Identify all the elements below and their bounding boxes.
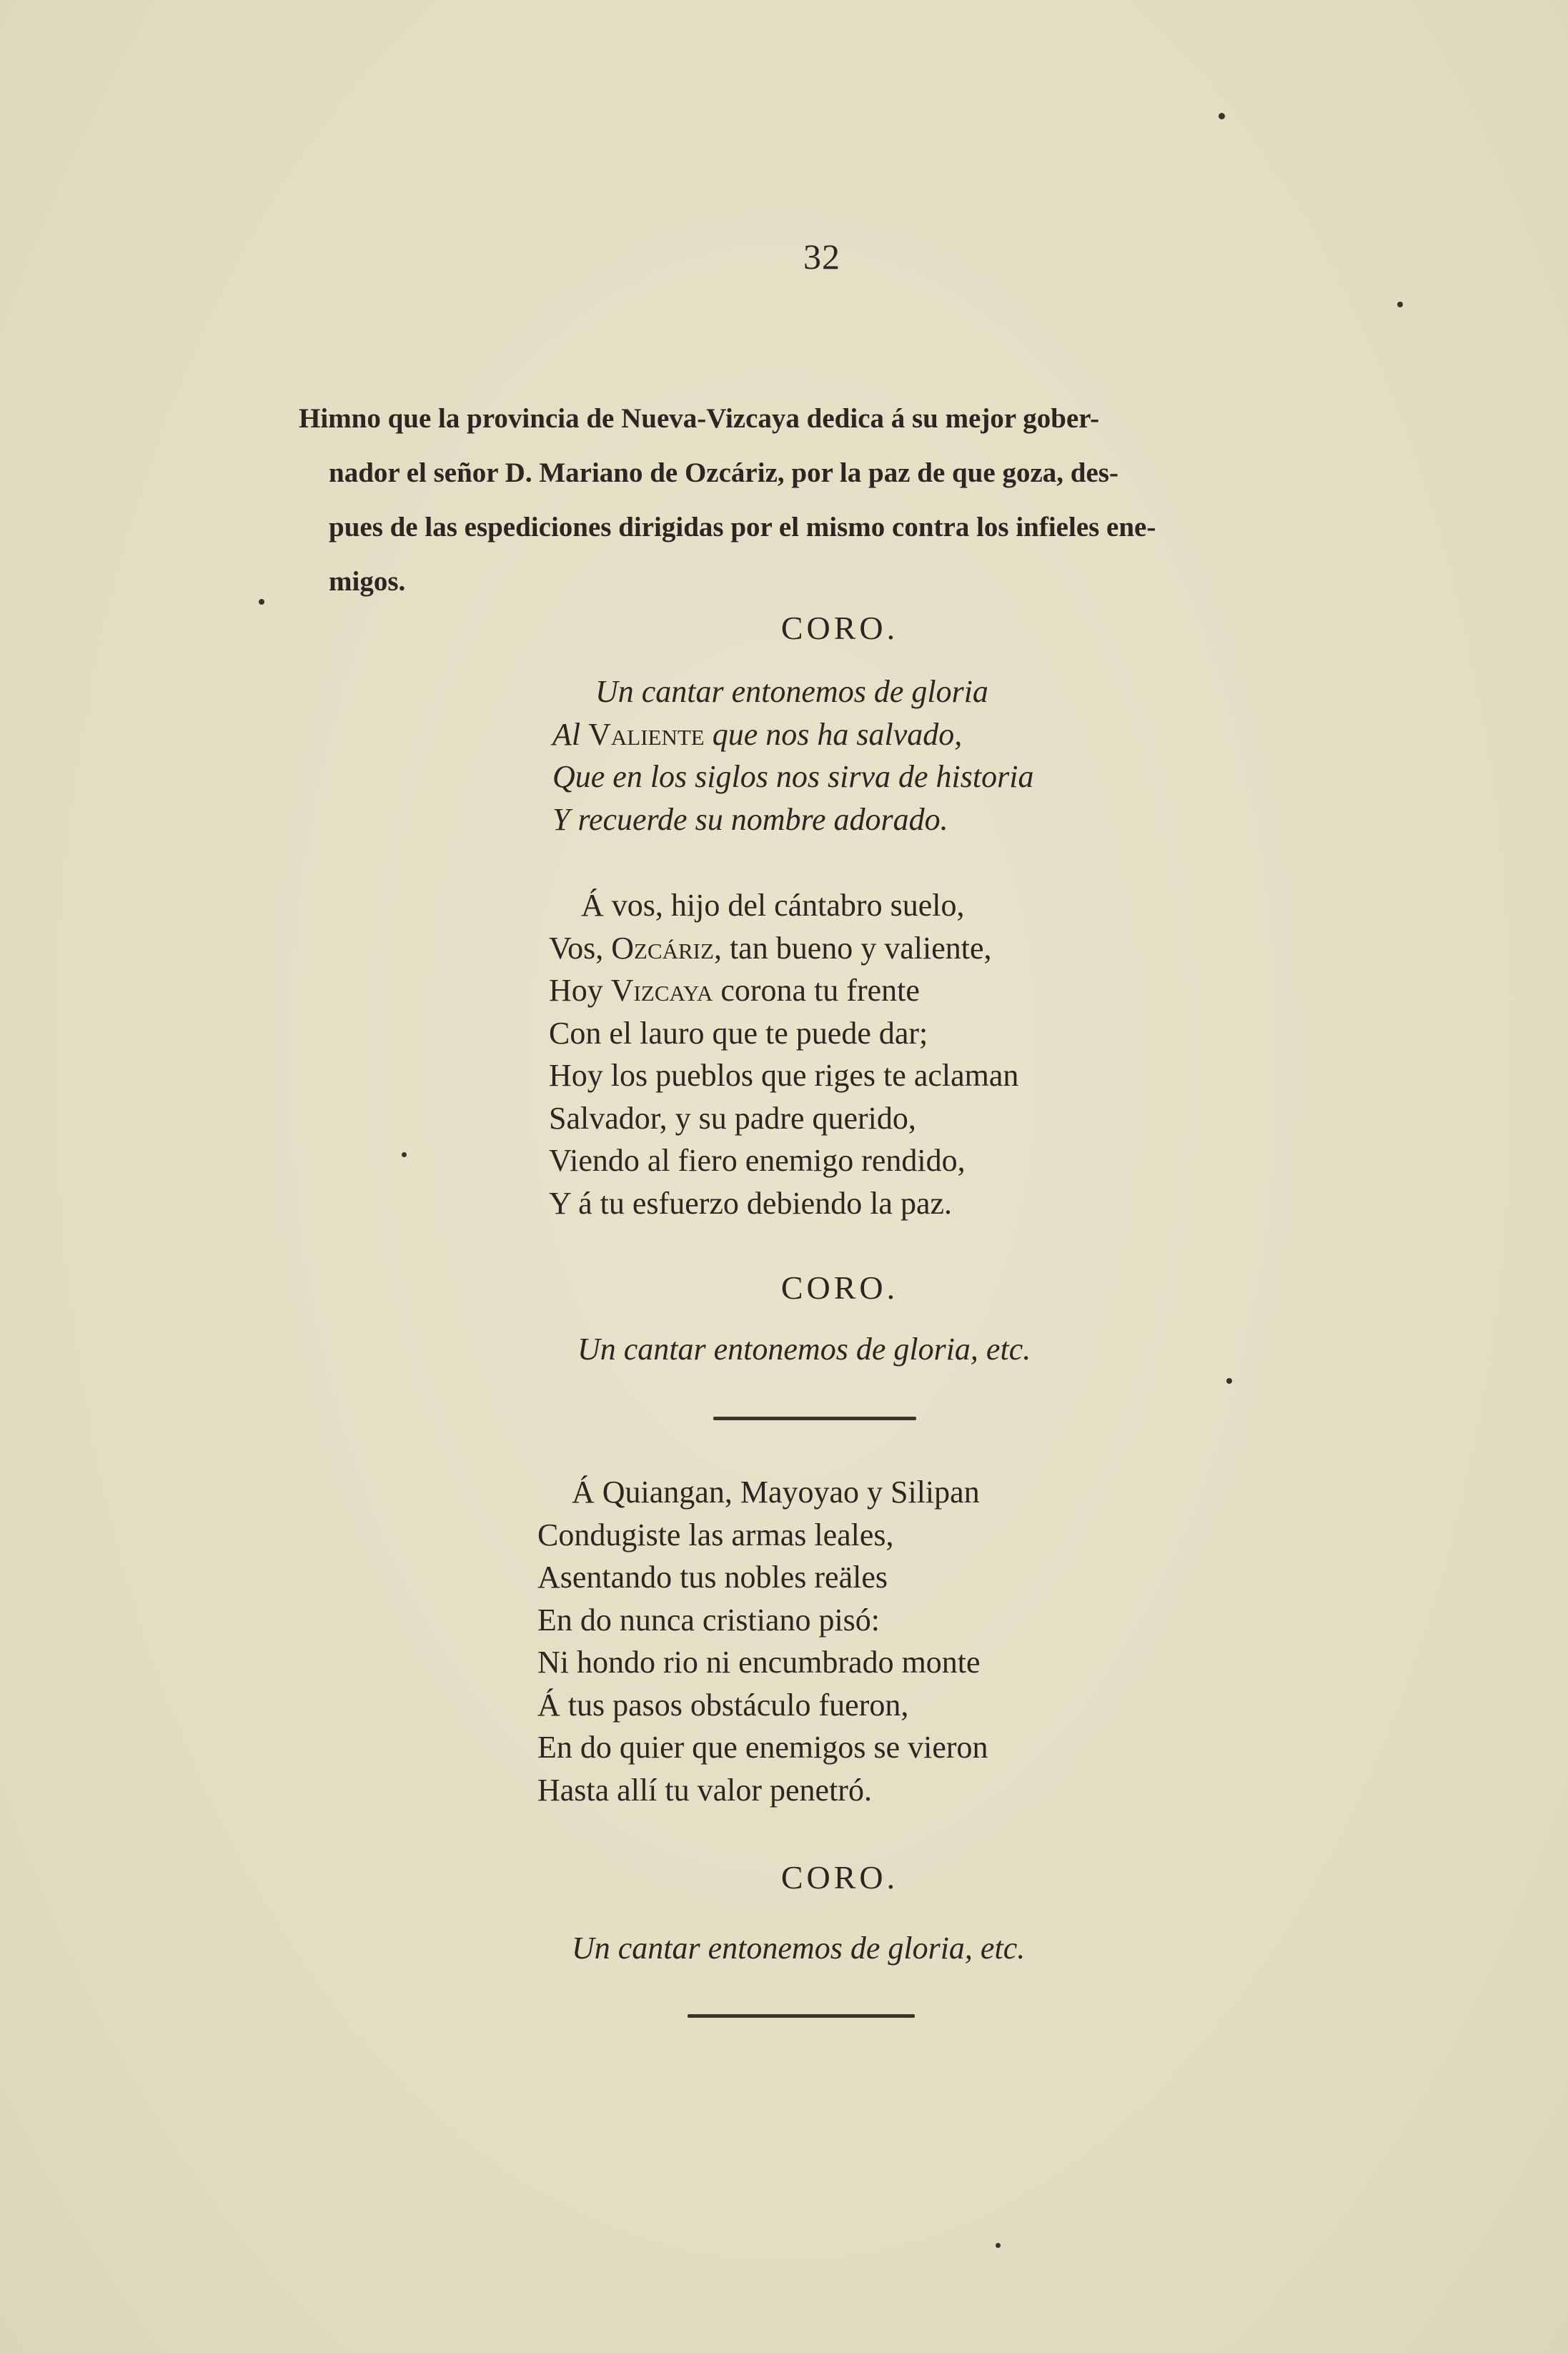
paper-speck	[1226, 1378, 1232, 1384]
hymn-heading	[299, 392, 1335, 609]
verse-line: Hasta allí tu valor penetró.	[537, 1772, 872, 1808]
paper-speck	[402, 1152, 407, 1157]
verse-line: Asentando tus nobles reäles	[537, 1560, 888, 1595]
verse-line: Á Quiangan, Mayoyao y Silipan	[572, 1475, 980, 1510]
verse-line: Á vos, hijo del cántabro suelo,	[581, 888, 965, 923]
section-rule	[713, 1417, 916, 1420]
heading-line: pues de las espediciones dirigidas por el mismo contra los infieles ene-	[329, 512, 1156, 543]
chorus-line: Que en los siglos nos sirva de historia	[552, 759, 1034, 794]
stanza-2	[537, 1471, 988, 1811]
chorus-line: Y recuerde su nombre adorado.	[552, 801, 948, 837]
verse-line: Viendo al fiero enemigo rendido,	[549, 1143, 966, 1178]
stanza-1	[549, 884, 1018, 1224]
chorus-repeat: Un cantar entonemos de gloria, etc.	[572, 1931, 1026, 1966]
paper-speck	[259, 599, 264, 605]
chorus	[552, 670, 1033, 841]
verse-line: Salvador, y su padre querido,	[549, 1100, 916, 1136]
page-number: 32	[803, 237, 840, 277]
paper-speck	[996, 2243, 1001, 2248]
verse-line: Hoy Vizcaya corona tu frente	[549, 973, 920, 1008]
verse-line: Condugiste las armas leales,	[537, 1517, 894, 1552]
chorus-line: Un cantar entonemos de gloria	[595, 674, 988, 709]
verse-line: Vos, Ozcáriz, tan bueno y valiente,	[549, 930, 992, 966]
verse-line: Ni hondo rio ni encumbrado monte	[537, 1645, 981, 1680]
verse-line: En do quier que enemigos se vieron	[537, 1730, 988, 1765]
heading-line: nador el señor D. Mariano de Ozcáriz, por la paz de que goza, des-	[329, 457, 1118, 488]
paper-speck	[1219, 113, 1225, 119]
chorus-line: Al Valiente que nos ha salvado,	[552, 716, 963, 752]
verse-line: En do nunca cristiano pisó:	[537, 1602, 880, 1638]
paper-speck	[1397, 302, 1403, 307]
chorus-repeat: Un cantar entonemos de gloria, etc.	[577, 1332, 1031, 1367]
coro-title: CORO.	[780, 610, 899, 646]
verse-line: Y á tu esfuerzo debiendo la paz.	[549, 1185, 953, 1221]
heading-line: Himno que la provincia de Nueva-Vizcaya dedica á su mejor gober-	[299, 403, 1100, 434]
coro-title: CORO.	[780, 1859, 899, 1896]
heading-line: migos.	[329, 566, 406, 597]
verse-line: Á tus pasos obstáculo fueron,	[537, 1687, 909, 1723]
verse-line: Con el lauro que te puede dar;	[549, 1015, 928, 1051]
verse-line: Hoy los pueblos que riges te aclaman	[549, 1058, 1019, 1093]
section-rule	[688, 2014, 915, 2018]
coro-title: CORO.	[780, 1269, 899, 1306]
